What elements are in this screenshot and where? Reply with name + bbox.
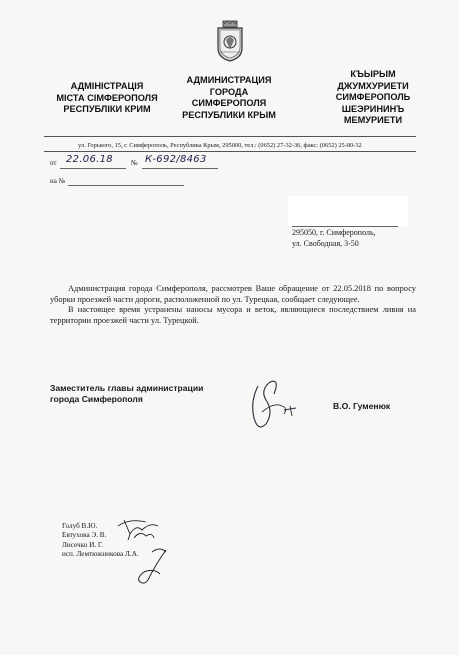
date-underline	[60, 168, 126, 169]
date-prefix: от	[50, 159, 57, 167]
recipient-address: 295050, г. Симферополь, ул. Свободная, 3-50	[292, 228, 376, 248]
handwritten-signature	[244, 372, 304, 442]
signatory-title: Заместитель главы администрации города Симферополя	[50, 383, 204, 404]
executor-line: Голуб В.Ю.	[62, 522, 98, 530]
date-value: 22.06.18	[66, 154, 113, 165]
recipient-rule	[292, 226, 398, 227]
on-number-label: на №	[50, 177, 66, 185]
header-center-title: АДМИНИСТРАЦИЯ ГОРОДА СИМФЕРОПОЛЯ РЕСПУБЛИКИ КРЫМ	[182, 75, 276, 120]
letter-body	[50, 284, 416, 326]
executor-line: Лисечко И. Г.	[62, 540, 104, 549]
coat-of-arms-emblem	[214, 20, 246, 62]
header-rule-top	[44, 136, 416, 137]
header-left-title: АДМІНІСТРАЦІЯ МІСТА СІМФЕРОПОЛЯ РЕСПУБЛІКИ КРИМ	[56, 81, 158, 114]
executor-initials	[110, 512, 190, 592]
header-rule-bottom	[44, 151, 416, 152]
number-underline	[142, 168, 218, 169]
header-address: ул. Горького, 15, г. Симферополь, Республика Крым, 295000, тел.: (0652) 27-32-36, факс: (0652) 25-80-32	[78, 142, 362, 149]
on-number-underline	[68, 185, 184, 186]
executor-line: Евтухова Э. В.	[62, 531, 107, 540]
signatory-name: В.О. Гуменюк	[333, 401, 391, 411]
redacted-recipient-name	[288, 196, 408, 226]
executor-line: исп. Лемтюжникова Л.А.	[62, 550, 139, 559]
body-paragraph-1: Администрация города Симферополя, рассмотрев Ваше обращение от 22.05.2018 по вопросу уборки проезжей части дороги, расположенной по ул. Турецкая, сообщает следующее.	[50, 284, 416, 304]
body-paragraph-2: В настоящее время устранены наносы мусора и веток, являющиеся последствием ливня на территории проезжей части ул. Турецкой.	[50, 305, 416, 325]
header-right-title: КЪЫРЫМ ДЖУМХУРИЕТИ СИМФЕРОПОЛЬ ШЕЭРИНИНЪ МЕМУРИЕТИ	[335, 69, 411, 125]
number-prefix: №	[131, 159, 138, 167]
number-value: К-692/8463	[145, 154, 207, 165]
